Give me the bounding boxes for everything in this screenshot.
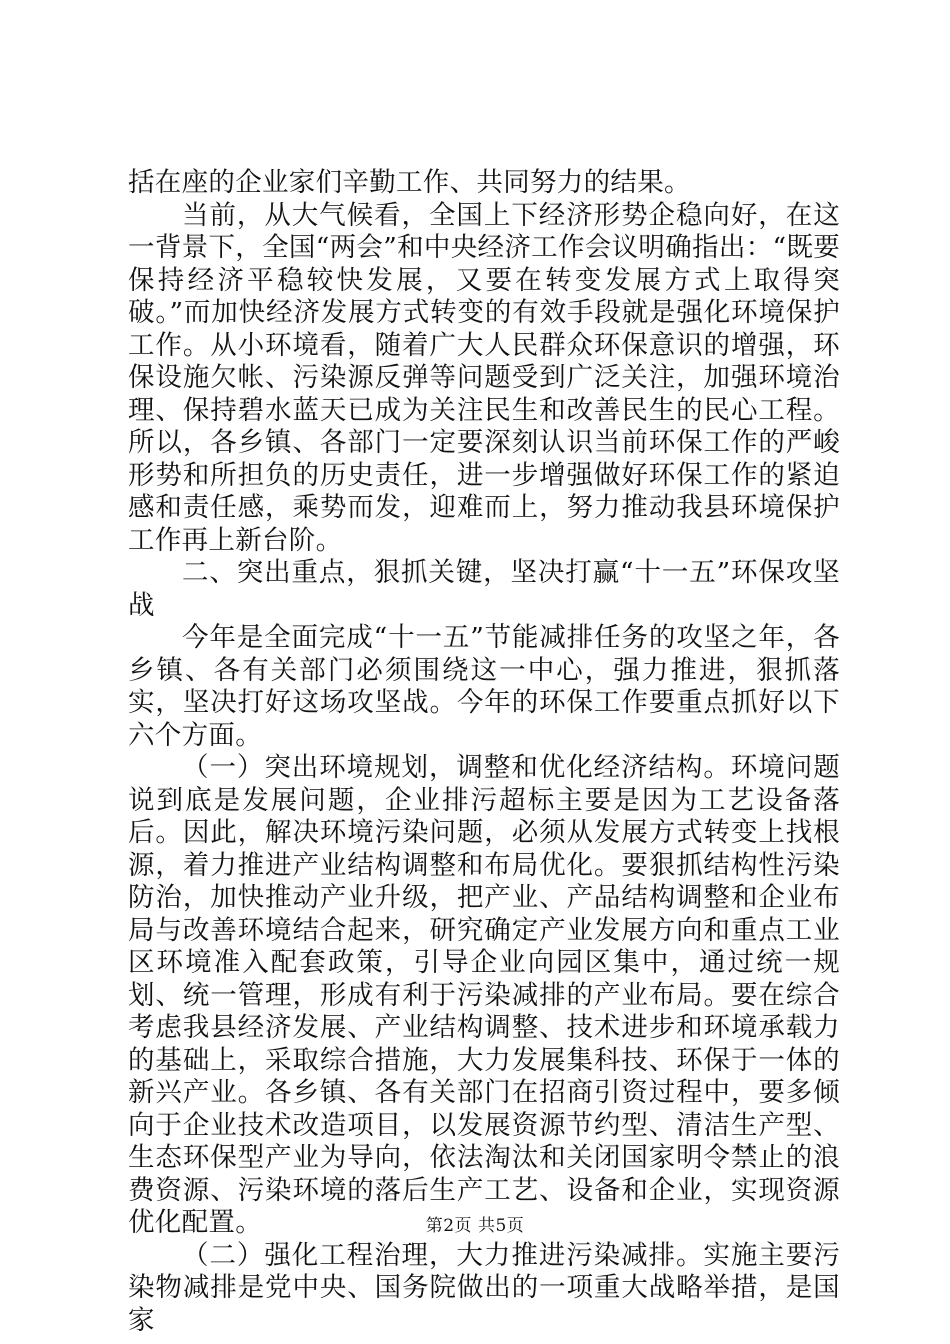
paragraph-this-year: 今年是全面完成“十一五”节能减排任务的攻坚之年，各乡镇、各有关部门必须围绕这一中心，强力推进，狠抓落实，坚决打好这场攻坚战。今年的环保工作要重点抓好以下六个方面。 (128, 622, 840, 751)
paragraph-continuation: 括在座的企业家们辛勤工作、共同努力的结果。 (128, 167, 691, 198)
document-body (128, 167, 840, 1337)
section-heading-two: 二、突出重点，狠抓关键，坚决打赢“十一五”环保攻坚战 (128, 557, 840, 621)
paragraph-item-one: （一）突出环境规划，调整和优化经济结构。环境问题说到底是发展问题，企业排污超标主要是因为工艺设备落后。因此，解决环境污染问题，必须从发展方式转变上找根源，着力推进产业结构调整和布局优化。要狠抓结构性污染防治，加快推动产业升级，把产业、产品结构调整和企业布局与改善环境结合起来，研究确定产业发展方向和重点工业区环境准入配套政策，引导企业向园区集中，通过统一规划、统一管理，形成有利于污染减排的产业布局。要在综合考虑我县经济发展、产业结构调整、技术进步和环境承载力的基础上，采取综合措施，大力发展集科技、环保于一体的新兴产业。各乡镇、各有关部门在招商引资过程中，要多倾向于企业技术改造项目，以发展资源节约型、清洁生产型、生态环保型产业为导向，依法淘汰和关闭国家明令禁止的浪费资源、污染环境的落后生产工艺、设备和企业，实现资源优化配置。 (128, 752, 840, 1238)
paragraph-item-two: （二）强化工程治理，大力推进污染减排。实施主要污染物减排是党中央、国务院做出的一项重大战略举措，是国家 (128, 1239, 840, 1336)
paragraph-current-situation: 当前，从大气候看，全国上下经济形势企稳向好，在这一背景下，全国“两会”和中央经济工作会议明确指出：“既要保持经济平稳较快发展，又要在转变发展方式上取得突破。”而加快经济发展方式转变的有效手段就是强化环境保护工作。从小环境看，随着广大人民群众环保意识的增强，环保设施欠帐、污染源反弹等问题受到广泛关注，加强环境治理、保持碧水蓝天已成为关注民生和改善民生的民心工程。所以，各乡镇、各部门一定要深刻认识当前环保工作的严峻形势和所担负的历史责任，进一步增强做好环保工作的紧迫感和责任感，乘势而发，迎难而上，努力推动我县环境保护工作再上新台阶。 (128, 199, 840, 556)
page-number-footer: 第2页 共5页 (425, 1216, 525, 1236)
